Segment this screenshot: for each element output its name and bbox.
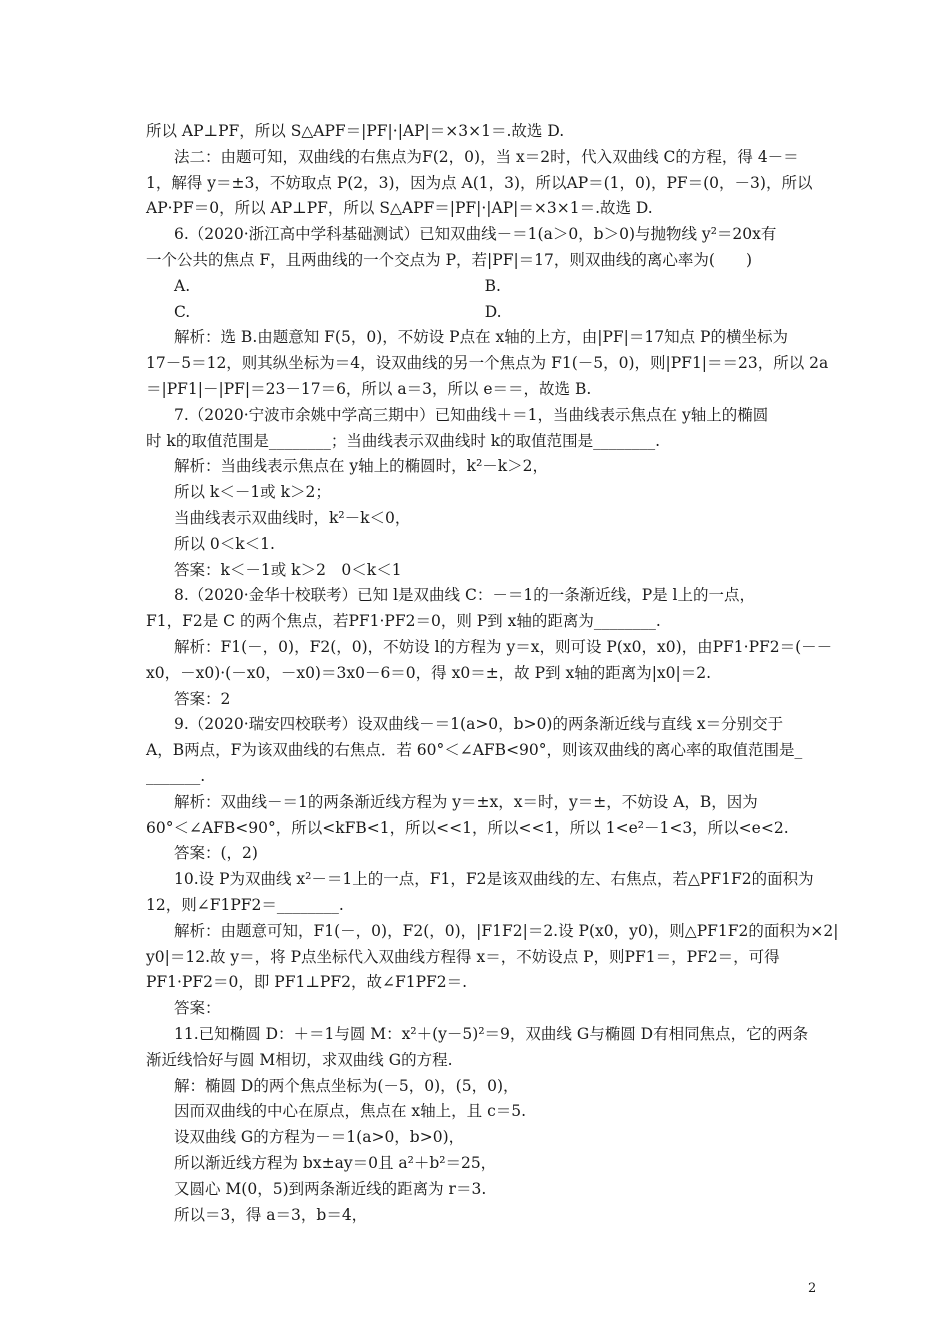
text-line: 9.（2020·瑞安四校联考）设双曲线－＝1(a>0，b>0)的两条渐近线与直线 x＝分别交于 xyxy=(174,715,784,734)
text-line: ＝|PF1|－|PF|＝23－17＝6，所以 a＝3，所以 e＝＝，故选 B. xyxy=(146,380,592,398)
text-line: 设双曲线 G的方程为－＝1(a>0，b>0)， xyxy=(174,1128,465,1147)
text-line: 8.（2020·金华十校联考）已知 l是双曲线 C：－＝1的一条渐近线，P是 l上的一点， xyxy=(174,586,756,605)
text-line: PF1·PF2＝0，即 PF1⊥PF2，故∠F1PF2＝. xyxy=(146,973,468,992)
text-line: x0，－x0)·(－x0，－x0)＝3x0－6＝0，得 x0＝±，故 P到 x轴的距离为|x0|＝2. xyxy=(146,663,712,682)
text-line: AP·PF＝0，所以 AP⊥PF，所以 S△APF＝|PF|·|AP|＝×3×1＝.故选 D. xyxy=(146,199,653,218)
text-line: 60°＜∠AFB<90°，所以<kFB<1，所以<<1，所以<<1，所以 1<e²－1<3，所以<e<2. xyxy=(146,818,789,837)
text-line: _______. xyxy=(146,767,206,785)
text-line: 12，则∠F1PF2＝________. xyxy=(146,896,344,914)
text-line: 当曲线表示双曲线时，k²－k＜0， xyxy=(174,509,411,527)
text-line: 一个公共的焦点 F，且两曲线的一个交点为 P，若|PF|＝17，则双曲线的离心率为( ) xyxy=(146,251,752,269)
text-line: 11.已知椭圆 D：＋＝1与圆 M：x²＋(y－5)²＝9，双曲线 G与椭圆 D有相同焦点，它的两条 xyxy=(174,1025,809,1043)
text-line: 所以 0＜k＜1. xyxy=(174,534,275,553)
text-line: 解析：F1(－，0)，F2(，0)，不妨设 l的方程为 y＝x，则可设 P(x0，x0)，由PF1·PF2＝(－－ xyxy=(174,638,833,656)
text-line: 解析：双曲线－＝1的两条渐近线方程为 y＝±x，x＝时，y＝±，不妨设 A，B，因为 xyxy=(174,792,758,811)
text-line: 所以渐近线方程为 bx±ay＝0且 a²＋b²＝25， xyxy=(174,1154,497,1172)
text-line: 法二：由题可知，双曲线的右焦点为F(2，0)，当 x＝2时，代入双曲线 C的方程，得 4－＝ xyxy=(174,147,799,166)
text-line: 时 k的取值范围是________；当曲线表示双曲线时 k的取值范围是________. xyxy=(146,431,661,450)
text-line: 答案：(，2) xyxy=(174,844,258,863)
text-line: C. D. xyxy=(174,302,502,321)
text-line: 答案：k＜－1或 k＞2 0＜k＜1 xyxy=(174,560,402,579)
page-number: 2 xyxy=(808,1281,817,1296)
text-line: 解析：选 B.由题意知 F(5，0)，不妨设 P点在 x轴的上方，由|PF|＝17知点 P的横坐标为 xyxy=(174,328,788,347)
text-line: 解析：由题意可知，F1(－，0)，F2(，0)，|F1F2|＝2.设 P(x0，y0)，则△PF1F2的面积为×2| xyxy=(174,921,839,940)
text-line: 又圆心 M(0，5)到两条渐近线的距离为 r＝3. xyxy=(174,1179,487,1198)
text-line: 答案：2 xyxy=(174,689,231,708)
text-line: F1，F2是 C 的两个焦点，若PF1·PF2＝0，则 P到 x轴的距离为________. xyxy=(146,612,661,631)
text-line: A. B. xyxy=(174,276,501,295)
text-line: 所以 k＜－1或 k＞2； xyxy=(174,483,331,502)
text-line: 解析：当曲线表示焦点在 y轴上的椭圆时，k²－k＞2， xyxy=(174,457,549,476)
text-line: 渐近线恰好与圆 M相切，求双曲线 G的方程. xyxy=(146,1050,453,1069)
text-line: y0|＝12.故 y＝，将 P点坐标代入双曲线方程得 x＝，不妨设点 P，则PF1＝，PF2＝，可得 xyxy=(146,947,780,966)
text-line: 解：椭圆 D的两个焦点坐标为(－5，0)，(5，0)， xyxy=(174,1076,519,1095)
text-line: 10.设 P为双曲线 x²－＝1上的一点，F1，F2是该双曲线的左、右焦点，若△PF1F2的面积为 xyxy=(174,870,814,889)
text-line: 所以 AP⊥PF，所以 S△APF＝|PF|·|AP|＝×3×1＝.故选 D. xyxy=(146,122,565,140)
text-line: 6.（2020·浙江高中学科基础测试）已知双曲线－＝1(a＞0，b＞0)与抛物线 y²＝20x有 xyxy=(174,225,777,244)
text-line: 7.（2020·宁波市余姚中学高三期中）已知曲线＋＝1，当曲线表示焦点在 y轴上的椭圆 xyxy=(174,405,769,424)
text-line: 答案： xyxy=(174,999,221,1018)
text-line: 所以＝3，得 a＝3，b＝4， xyxy=(174,1205,368,1224)
text-line: 1，解得 y＝±3，不妨取点 P(2，3)，因为点 A(1，3)，所以AP＝(1，0)，PF＝(0，－3)，所以 xyxy=(146,173,813,192)
text-line: A，B两点，F为该双曲线的右焦点．若 60°＜∠AFB<90°，则该双曲线的离心率的取值范围是_ xyxy=(146,741,803,760)
text-line: 因而双曲线的中心在原点，焦点在 x轴上，且 c＝5. xyxy=(174,1102,527,1121)
text-line: 17－5＝12，则其纵坐标为＝4，设双曲线的另一个焦点为 F1(－5，0)，则|PF1|＝＝23，所以 2a xyxy=(146,354,829,373)
